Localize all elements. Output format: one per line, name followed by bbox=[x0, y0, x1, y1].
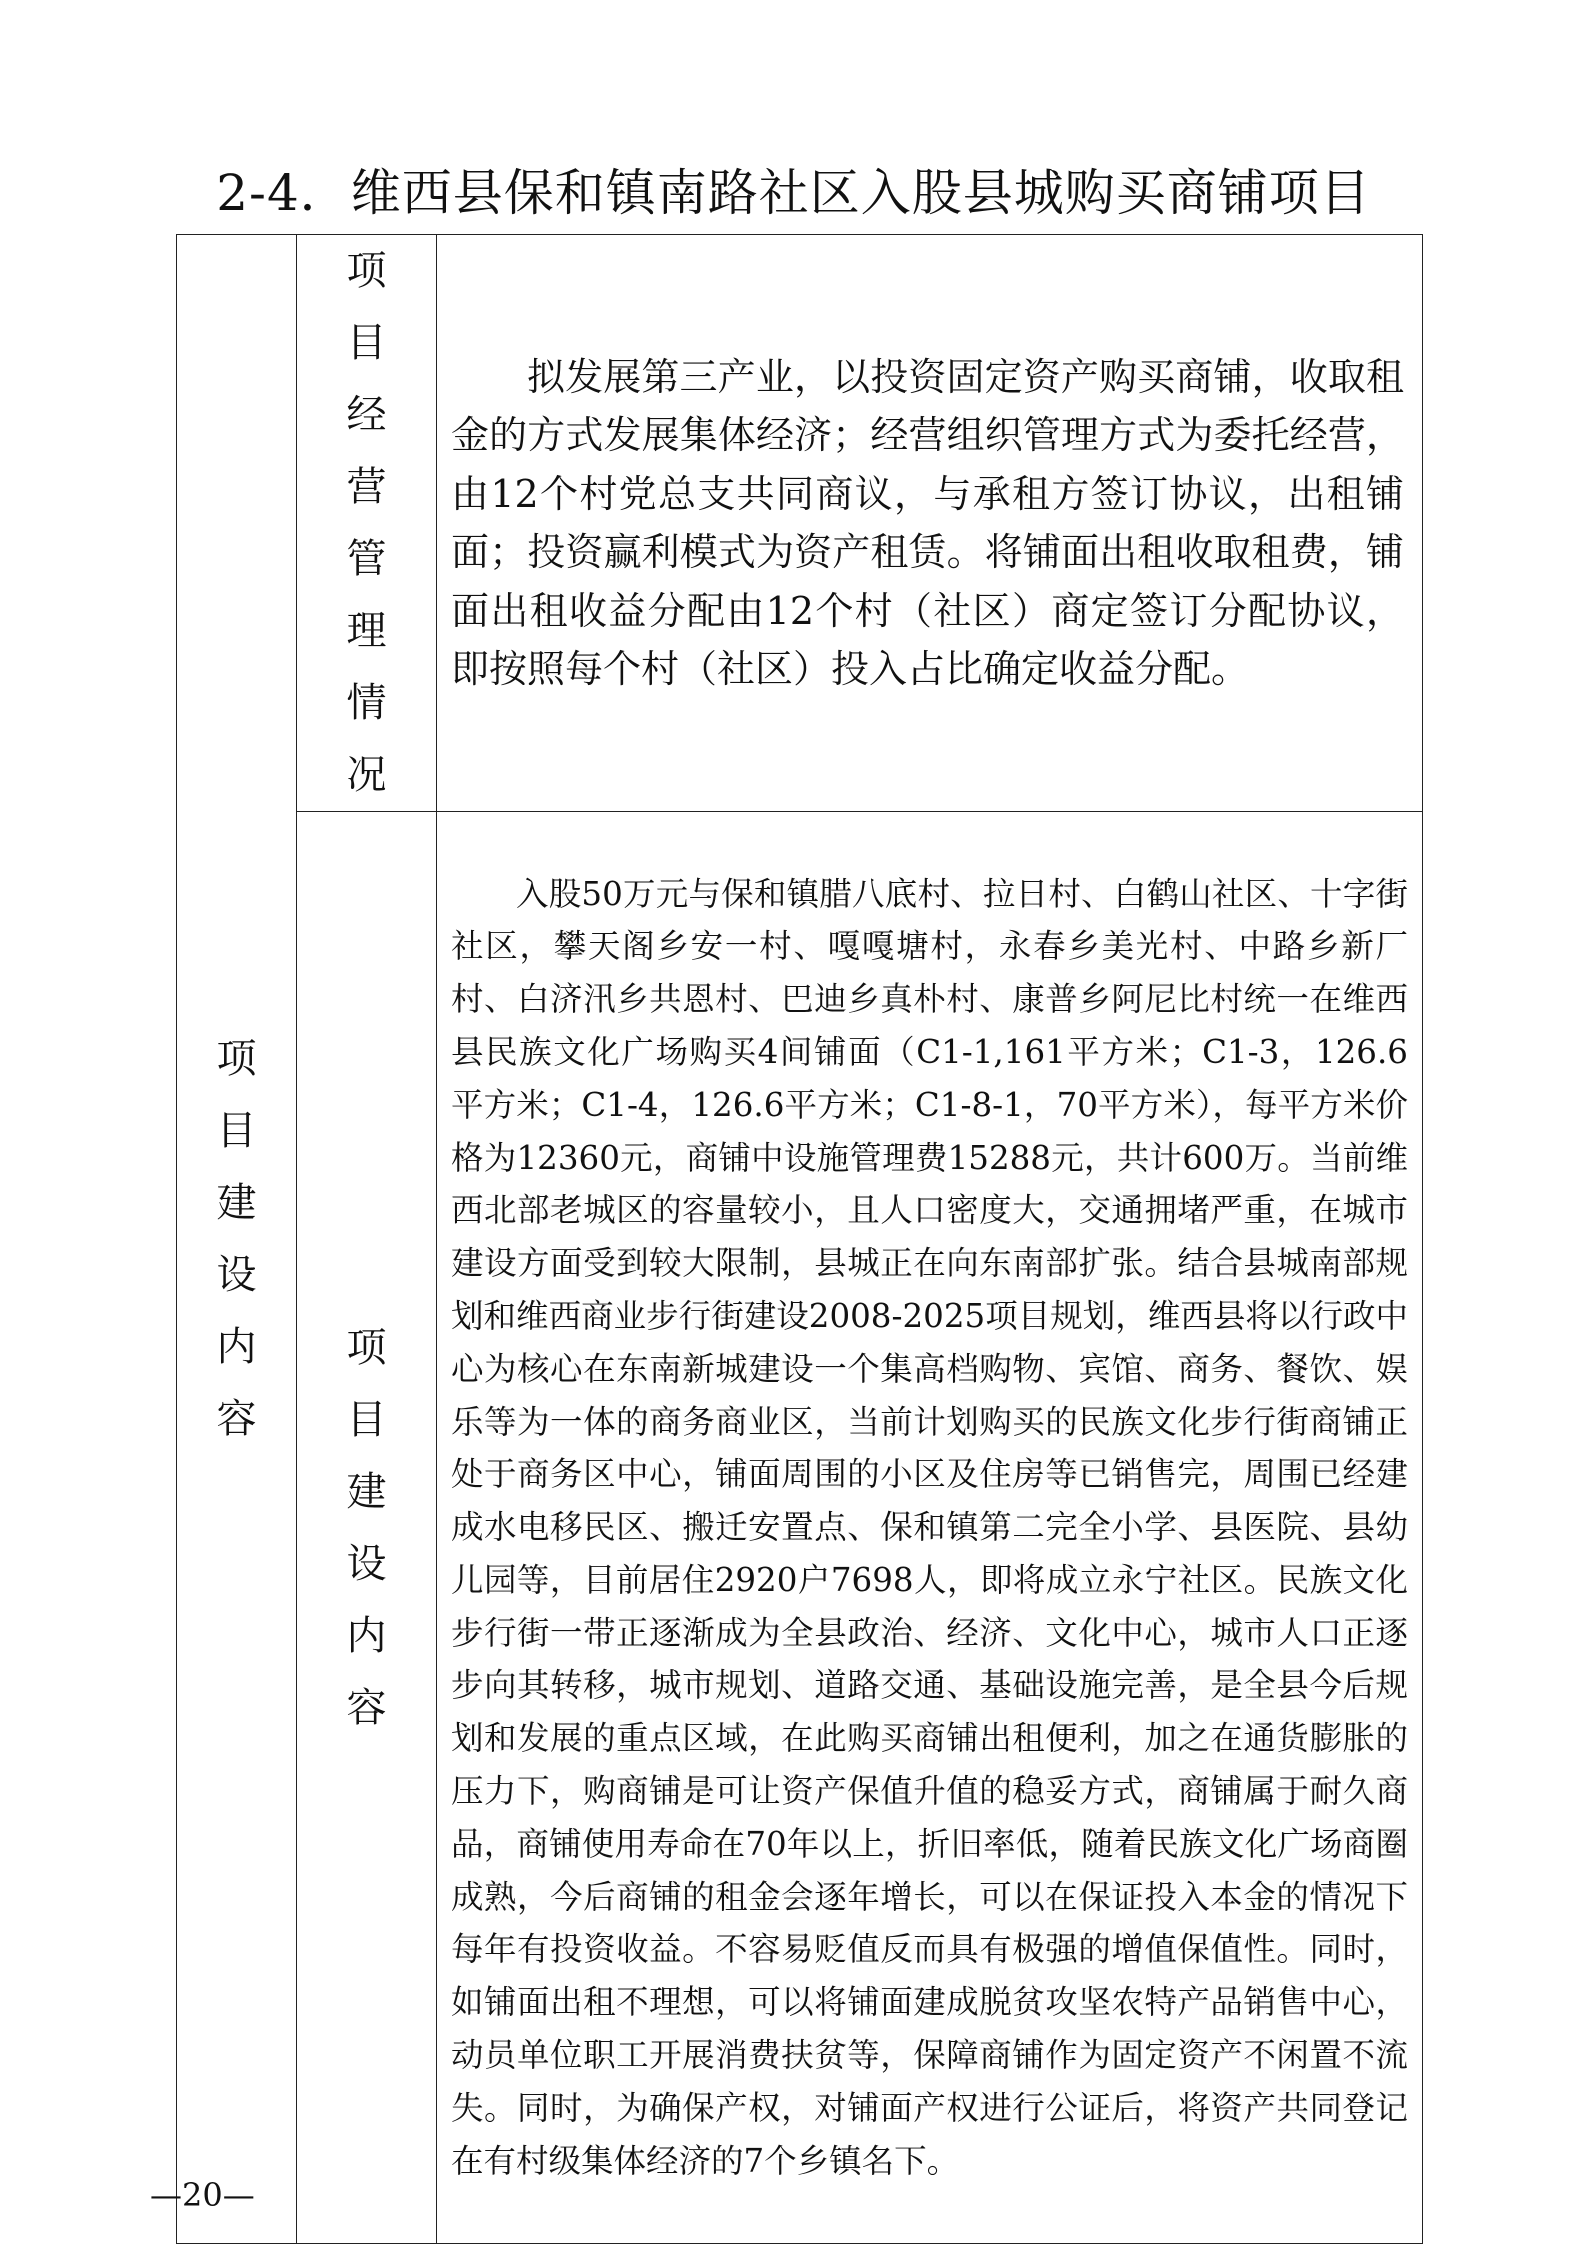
section-label-cell bbox=[177, 235, 297, 2244]
page-title: 2-4．维西县保和镇南路社区入股县城购买商铺项目 bbox=[216, 164, 1371, 222]
construction-content: 入股50万元与保和镇腊八底村、拉日村、白鹤山社区、十字街社区，攀天阁乡安一村、嘎嘎塘村，永春乡美光村、中路乡新厂村、白济汛乡共恩村、巴迪乡真朴村、康普乡阿尼比村统一在维西县民族文化广场购买4间铺面（C1-1,161平方米；C1-3，126.6平方米；C1-4，126.6平方米；C1-8-1，70平方米），每平方米价格为12360元，商铺中设施管理费15288元，共计600万。当前维西北部老城区的容量较小，且人口密度大，交通拥堵严重，在城市建设方面受到较大限制，县城正在向东南部扩张。结合县城南部规划和维西商业步行街建设2008-2025项目规划，维西县将以行政中心为核心在东南新城建设一个集高档购物、宾馆、商务、餐饮、娱乐等为一体的商务商业区，当前计划购买的民族文化步行街商铺正处于商务区中心，铺面周围的小区及住房等已销售完，周围已经建成水电移民区、搬迁安置点、保和镇第二完全小学、县医院、县幼儿园等，目前居住2920户7698人，即将成立永宁社区。民族文化步行街一带正逐渐成为全县政治、经济、文化中心，城市人口正逐步向其转移，城市规划、道路交通、基础设施完善，是全县今后规划和发展的重点区域，在此购买商铺出租便利，加之在通货膨胀的压力下，购商铺是可让资产保值升值的稳妥方式，商铺属于耐久商品，商铺使用寿命在70年以上，折旧率低，随着民族文化广场商圈成熟，今后商铺的租金会逐年增长，可以在保证投入本金的情况下每年有投资收益。不容易贬值反而具有极强的增值保值性。同时，如铺面出租不理想，可以将铺面建成脱贫攻坚农特产品销售中心，动员单位职工开展消费扶贫等，保障商铺作为固定资产不闲置不流失。同时，为确保产权，对铺面产权进行公证后，将资产共同登记在有村级集体经济的7个乡镇名下。 bbox=[451, 874, 1408, 2180]
row-label-cell-construction bbox=[297, 812, 437, 2244]
content-cell-management bbox=[437, 235, 1423, 812]
page-number: —20— bbox=[150, 2176, 255, 2214]
project-table bbox=[176, 234, 1423, 2244]
row-label-management: 项目经营管理情况 bbox=[346, 248, 387, 798]
content-cell-construction bbox=[437, 812, 1423, 2244]
row-label-cell-management bbox=[297, 235, 437, 812]
table-row-construction bbox=[177, 812, 1423, 2244]
management-content: 拟发展第三产业，以投资固定资产购买商铺，收取租金的方式发展集体经济；经营组织管理方式为委托经营，由12个村党总支共同商议，与承租方签订协议，出租铺面；投资赢利模式为资产租赁。将铺面出租收取租费，铺面出租收益分配由12个村（社区）商定签订分配协议，即按照每个村（社区）投入占比确定收益分配。 bbox=[451, 354, 1404, 691]
row-label-construction: 项目建设内容 bbox=[346, 1324, 387, 1731]
section-label: 项目建设内容 bbox=[216, 1036, 257, 1442]
table-row-management bbox=[177, 235, 1423, 812]
